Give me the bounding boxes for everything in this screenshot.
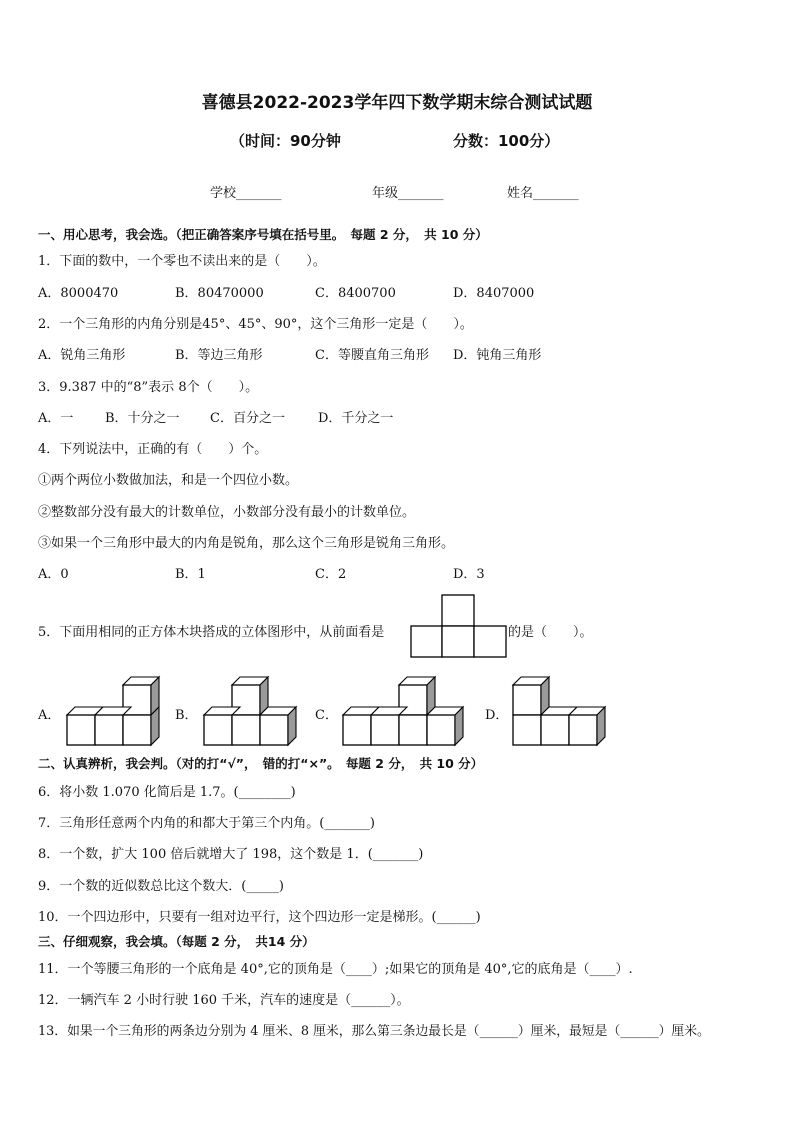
exam-time: （时间：90分钟 bbox=[230, 132, 341, 150]
q2-option-d: D．钝角三角形 bbox=[453, 348, 542, 363]
q5-option-d: D． bbox=[485, 708, 509, 723]
question-5-part-2: 的是（ ）。 bbox=[508, 625, 593, 640]
q5-front-view-figure bbox=[410, 593, 508, 659]
question-12: 12．一辆汽车 2 小时行驶 160 千米，汽车的速度是（______）。 bbox=[38, 993, 410, 1008]
question-13: 13．如果一个三角形的两条边分别为 4 厘米、8 厘米，那么第三条边最长是（______）厘米，最短是（______）厘米。 bbox=[38, 1024, 710, 1039]
q3-option-c: C．百分之一 bbox=[210, 411, 285, 426]
q4-statement-1: ①两个两位小数做加法，和是一个四位小数。 bbox=[38, 473, 299, 488]
question-4: 4．下列说法中，正确的有（ ）个。 bbox=[38, 442, 268, 457]
q4-statement-3: ③如果一个三角形中最大的内角是锐角，那么这个三角形是锐角三角形。 bbox=[38, 536, 455, 551]
q5-option-a: A． bbox=[38, 708, 61, 723]
question-3: 3．9.387 中的“8”表示 8个（ ）。 bbox=[38, 380, 259, 395]
q1-option-d: D．8407000 bbox=[453, 286, 535, 301]
question-6: 6．将小数 1.070 化简后是 1.7。(________) bbox=[38, 785, 296, 800]
q2-option-c: C．等腰直角三角形 bbox=[315, 348, 429, 363]
q5-option-d-figure bbox=[508, 668, 620, 748]
question-10: 10．一个四边形中，只要有一组对边平行，这个四边形一定是梯形。(______) bbox=[38, 910, 481, 925]
q5-option-c: C． bbox=[315, 708, 338, 723]
q4-option-d: D．3 bbox=[453, 567, 485, 582]
q1-option-a: A．8000470 bbox=[38, 286, 119, 301]
section-2-heading: 二、认真辨析，我会判。（对的打“√”， 错的打“×”。 每题 2 分， 共 10 分） bbox=[38, 756, 484, 771]
question-11: 11．一个等腰三角形的一个底角是 40°,它的顶角是（____）;如果它的顶角是 40°,它的底角是（____）. bbox=[38, 962, 633, 977]
name-field: 姓名_______ bbox=[507, 186, 579, 201]
q1-option-b: B．80470000 bbox=[175, 286, 264, 301]
q4-option-b: B．1 bbox=[175, 567, 206, 582]
q3-option-b: B．十分之一 bbox=[105, 411, 180, 426]
exam-score: 分数：100分） bbox=[453, 132, 560, 150]
section-3-heading: 三、仔细观察，我会填。（每题 2 分， 共14 分） bbox=[38, 934, 315, 949]
question-1: 1．下面的数中，一个零也不读出来的是（ ）。 bbox=[38, 254, 326, 269]
q3-option-a: A．一 bbox=[38, 411, 74, 426]
q1-option-c: C．8400700 bbox=[315, 286, 396, 301]
q4-option-a: A．0 bbox=[38, 567, 69, 582]
q5-option-b-figure bbox=[197, 668, 309, 748]
q5-option-c-figure bbox=[338, 668, 470, 748]
question-7: 7．三角形任意两个内角的和都大于第三个内角。(_______) bbox=[38, 816, 375, 831]
q5-option-b: B． bbox=[175, 708, 198, 723]
q4-option-c: C．2 bbox=[315, 567, 347, 582]
question-8: 8．一个数，扩大 100 倍后就增大了 198，这个数是 1．(_______) bbox=[38, 847, 424, 862]
q2-option-a: A．锐角三角形 bbox=[38, 348, 126, 363]
question-5-part-1: 5．下面用相同的正方体木块搭成的立体图形中，从前面看是 bbox=[38, 625, 385, 640]
school-field: 学校_______ bbox=[210, 186, 282, 201]
section-1-heading: 一、用心思考，我会选。（把正确答案序号填在括号里。 每题 2 分， 共 10 分） bbox=[38, 227, 488, 242]
question-2: 2．一个三角形的内角分别是45°、45°、90°，这个三角形一定是（ ）。 bbox=[38, 317, 473, 332]
exam-title: 喜德县2022-2023学年四下数学期末综合测试试题 bbox=[201, 93, 593, 113]
q4-statement-2: ②整数部分没有最大的计数单位，小数部分没有最小的计数单位。 bbox=[38, 505, 416, 520]
q5-option-a-figure bbox=[62, 668, 174, 748]
question-9: 9．一个数的近似数总比这个数大．(_____) bbox=[38, 879, 284, 894]
q2-option-b: B．等边三角形 bbox=[175, 348, 263, 363]
q3-option-d: D．千分之一 bbox=[318, 411, 394, 426]
grade-field: 年级_______ bbox=[372, 186, 444, 201]
